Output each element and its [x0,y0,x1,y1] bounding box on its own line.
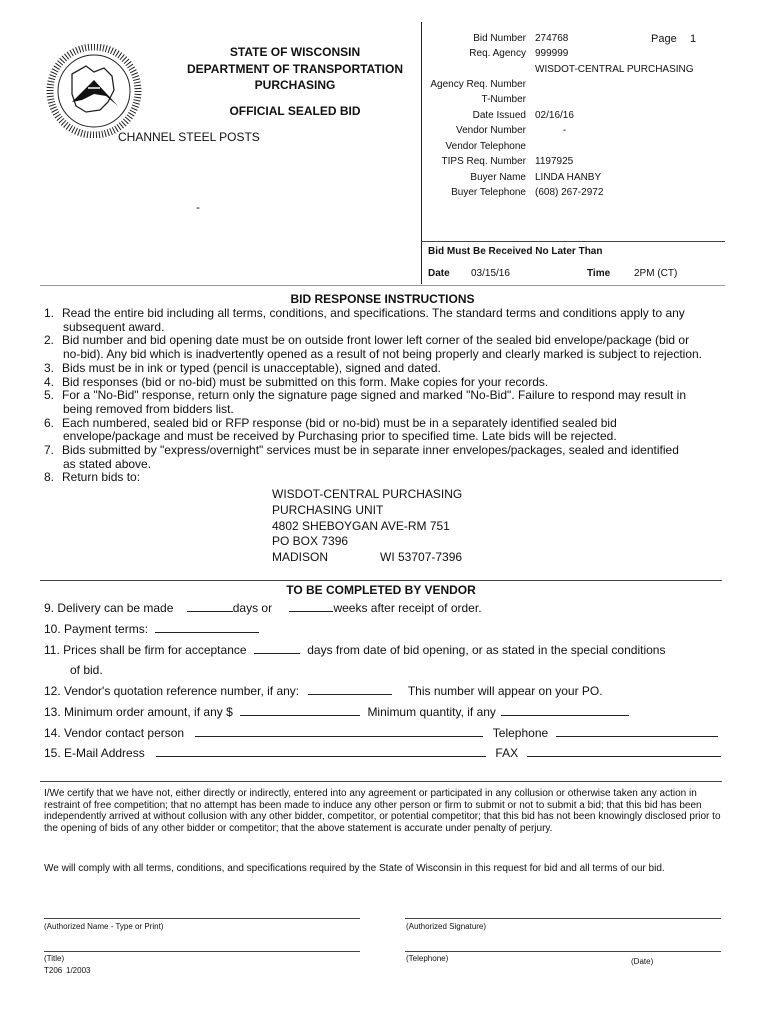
instruction-item-cont: no-bid). Any bid which is inadvertently opened as a result of not being properly and clearly marked is subject to rejection. [63,347,703,362]
deadline-rule [421,241,725,242]
certification-paragraph: I/We certify that we have not, either directly or indirectly, entered into any agreement or participated in any collusion or otherwise taken any action in restraint of free competition; that no attempt has been made to induce any other person or firm to submit or not to submit a bid; that this bid has been independently arrived at without collusion with any other bidder, competitor, or potential competitor; that this bid has not been knowingly disclosed prior to the opening of bids of any other bidder or competitor; that the above statement is accurate under penalty of perjury. [44,788,721,834]
form-id: T206 [44,966,63,975]
buyer-name-value: LINDA HANBY [535,172,602,183]
page-number: 1 [690,33,697,45]
deadline-heading: Bid Must Be Received No Later Than [428,246,603,257]
title-label: (Title) [44,954,65,963]
address-line: PO BOX 7396 [272,534,349,549]
authorized-signature-label: (Authorized Signature) [406,922,487,931]
req-agency-value: 999999 [535,48,569,59]
vendor-heading: TO BE COMPLETED BY VENDOR [286,583,476,597]
instructions-list [44,307,744,485]
telephone-date-line[interactable] [405,951,721,952]
instruction-item: 3. Bids must be in ink or typed (pencil is unacceptable), signed and dated. [44,360,441,375]
field-contact-person: 14. Vendor contact person Telephone [44,726,718,740]
field-minimum-order: 13. Minimum order amount, if any $ Minimum quantity, if any [44,705,629,719]
address-line: PURCHASING UNIT [272,502,384,517]
vendor-number-value: - [563,125,567,136]
tips-req-number-label: TIPS Req. Number [441,156,526,167]
delivery-days-input[interactable] [187,601,233,612]
agency-name-line2: DEPARTMENT OF TRANSPORTATION [187,62,403,76]
agency-req-number-label: Agency Req. Number [430,79,526,90]
deadline-time-label: Time [587,268,611,279]
field-quotation-ref: 12. Vendor's quotation reference number, if any: This number will appear on your PO. [44,684,603,698]
contact-person-input[interactable] [195,726,483,737]
deadline-time-value: 2PM (CT) [634,268,678,279]
wisconsin-dot-seal-logo [42,44,146,138]
field-payment-terms: 10. Payment terms: [44,622,259,636]
date-issued-label: Date Issued [472,110,526,121]
minimum-quantity-input[interactable] [501,705,629,716]
field-delivery: 9. Delivery can be made days or weeks after receipt of order. [44,601,482,615]
minimum-order-input[interactable] [240,705,360,716]
vendor-number-label: Vendor Number [455,125,526,136]
instruction-item: 1. Read the entire bid including all terms, conditions, and specifications. The standard terms and conditions apply to any [44,306,685,320]
header-divider [421,22,422,284]
page-label: Page [651,33,677,45]
instruction-item: 2. Bid number and bid opening date must be on outside front lower left corner of the sealed bid envelope/package (bid or [44,333,690,348]
telephone-label: (Telephone) [406,954,449,963]
document-type: OFFICIAL SEALED BID [229,104,361,118]
form-date: 1/2003 [66,966,91,975]
section-rule [40,285,725,286]
date-label: (Date) [631,957,654,966]
deadline-date-value: 03/15/16 [471,268,510,279]
deadline-date-label: Date [428,268,450,279]
instruction-item: 4. Bid responses (bid or no-bid) must be submitted on this form. Make copies for your records. [44,374,549,389]
bid-number-label: Bid Number [473,33,526,44]
delivery-weeks-input[interactable] [289,601,333,612]
contact-telephone-input[interactable] [556,726,718,737]
price-firm-days-input[interactable] [254,643,300,654]
instruction-item-cont: being removed from bidders list. [63,401,234,416]
authorized-signature-line[interactable] [405,918,721,919]
email-input[interactable] [156,746,486,757]
quotation-ref-input[interactable] [308,684,392,695]
req-agency-label: Req. Agency [469,48,526,59]
vendor-telephone-label: Vendor Telephone [445,141,526,152]
buyer-telephone-value: (608) 267-2972 [535,187,604,198]
fax-input[interactable] [527,746,721,757]
title-line[interactable] [44,951,360,952]
authorized-name-line[interactable] [44,918,360,919]
instructions-heading: BID RESPONSE INSTRUCTIONS [290,292,475,306]
field-price-firm: 11. Prices shall be firm for acceptance days from date of bid opening, or as stated in the special conditions [44,643,666,657]
instruction-item-cont: as stated above. [63,456,152,471]
bid-subject: CHANNEL STEEL POSTS [118,130,260,144]
t-number-label: T-Number [481,94,526,105]
vendor-section-rule [40,580,722,581]
agency-name-line1: STATE OF WISCONSIN [229,45,361,59]
instruction-item: 7. Bids submitted by "express/overnight" services must be in separate inner envelopes/packages, sealed and identified [44,443,679,458]
field-email: 15. E-Mail Address FAX [44,746,721,760]
certification-rule [40,781,722,782]
buyer-name-label: Buyer Name [470,172,526,183]
instruction-item: 5. For a "No-Bid" response, return only the signature page signed and marked "No-Bid". Failure to respond may result in [44,388,687,403]
tips-req-number-value: 1197925 [535,156,574,167]
date-issued-value: 02/16/16 [535,110,574,121]
compliance-statement: We will comply with all terms, conditions, and specifications required by the State of Wisconsin in this request for bid and all terms of our bid. [44,863,665,874]
return-address [272,487,462,566]
authorized-name-label: (Authorized Name - Type or Print) [44,922,164,931]
subject-dash: - [196,200,200,214]
address-line: WISDOT-CENTRAL PURCHASING [272,487,463,501]
instruction-item-cont: subsequent award. [63,319,165,334]
bid-number-value: 274768 [535,33,569,44]
payment-terms-input[interactable] [155,622,259,633]
address-city-line: MADISON WI 53707-7396 [272,550,463,565]
instruction-item: 6. Each numbered, sealed bid or RFP response (bid or no-bid) must be in a separately identified sealed bid [44,415,617,430]
agency-name-line3: PURCHASING [254,78,336,92]
agency-name-value: WISDOT-CENTRAL PURCHASING [535,64,694,75]
field-price-firm-cont: of bid. [70,663,103,677]
buyer-telephone-label: Buyer Telephone [451,187,526,198]
address-line: 4802 SHEBOYGAN AVE-RM 751 [272,518,450,533]
instruction-item: 8. Return bids to: [44,470,141,485]
instruction-item-cont: envelope/package and must be received by Purchasing prior to specified time. Late bids will be rejected. [63,429,617,444]
